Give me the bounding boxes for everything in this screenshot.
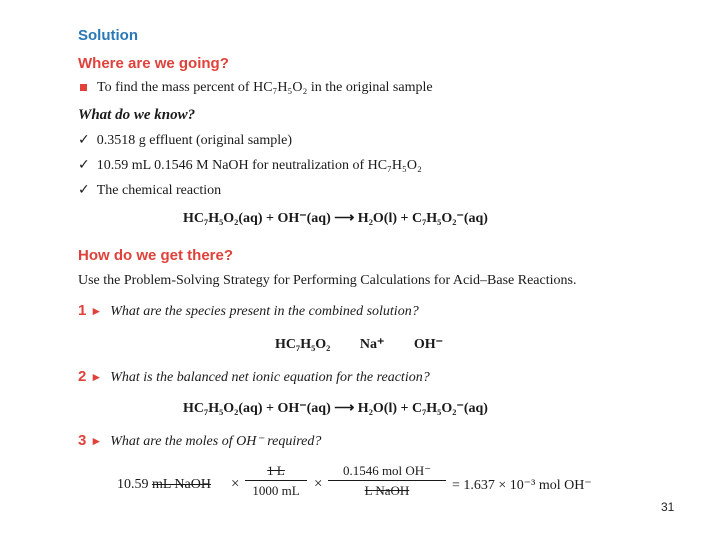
net-ionic-equation: HC₇H₅O₂(aq) + OH⁻(aq) ⟶ H₂O(l) + C₇H₅O₂⁻(aq) <box>183 401 488 416</box>
calc-start-unit: mL NaOH <box>152 477 211 492</box>
step-2-row <box>78 368 430 386</box>
step-3-row <box>78 432 321 450</box>
step-question: What is the balanced net ionic equation for the reaction? <box>110 370 430 385</box>
know-item-3 <box>78 182 221 199</box>
species-benzoic-acid: HC₇H₅O₂ <box>275 337 331 352</box>
step-arrow-icon: ► <box>90 370 103 384</box>
step-question: What are the species present in the combined solution? <box>110 304 419 319</box>
fraction-denominator: L NaOH <box>364 483 410 498</box>
step-number: 2 <box>78 368 87 385</box>
know-item-2 <box>78 157 422 174</box>
know-item-text: 0.3518 g effluent (original sample) <box>96 133 293 148</box>
fraction-molarity <box>328 463 446 499</box>
know-item-text: The chemical reaction <box>96 183 222 198</box>
going-bullet-row <box>80 80 433 96</box>
species-hydroxide-ion: OH⁻ <box>413 337 444 352</box>
fraction-denominator: 1000 mL <box>252 483 300 498</box>
step-1-row <box>78 302 419 320</box>
species-row <box>275 336 443 353</box>
times-sign-2: × <box>314 476 323 492</box>
step-number: 1 <box>78 302 87 319</box>
step-number: 3 <box>78 432 87 449</box>
know-item-1 <box>78 132 292 149</box>
bullet-square-icon <box>80 84 87 91</box>
strategy-intro: Use the Problem-Solving Strategy for Performing Calculations for Acid–Base Reactions. <box>78 273 577 288</box>
calc-start <box>117 477 211 493</box>
step-question: What are the moles of OH⁻ required? <box>110 434 322 449</box>
how-get-there-heading: How do we get there? <box>78 247 234 264</box>
page-number: 31 <box>661 500 675 514</box>
where-going-heading: Where are we going? <box>78 55 229 72</box>
fraction-numerator: 1 L <box>245 463 307 481</box>
going-bullet-text: To find the mass percent of HC₇H₅O₂ in the original sample <box>97 80 433 95</box>
calc-start-value: 10.59 <box>117 477 149 492</box>
what-know-heading: What do we know? <box>78 107 196 123</box>
calc-result: = 1.637 × 10⁻³ mol OH⁻ <box>452 478 592 493</box>
checkmark-icon: ✓ <box>78 182 90 198</box>
known-reaction-equation: HC₇H₅O₂(aq) + OH⁻(aq) ⟶ H₂O(l) + C₇H₅O₂⁻(aq) <box>183 211 488 226</box>
fraction-numerator: 0.1546 mol OH⁻ <box>328 463 446 481</box>
times-sign-1: × <box>231 476 240 492</box>
checkmark-icon: ✓ <box>78 157 90 173</box>
checkmark-icon: ✓ <box>78 132 90 148</box>
solution-label: Solution <box>78 27 138 44</box>
know-item-text: 10.59 mL 0.1546 M NaOH for neutralization of HC₇H₅O₂ <box>96 158 422 173</box>
step-arrow-icon: ► <box>90 304 103 318</box>
step-arrow-icon: ► <box>90 434 103 448</box>
fraction-liters-per-ml <box>245 463 307 499</box>
species-sodium-ion: Na⁺ <box>359 337 385 352</box>
